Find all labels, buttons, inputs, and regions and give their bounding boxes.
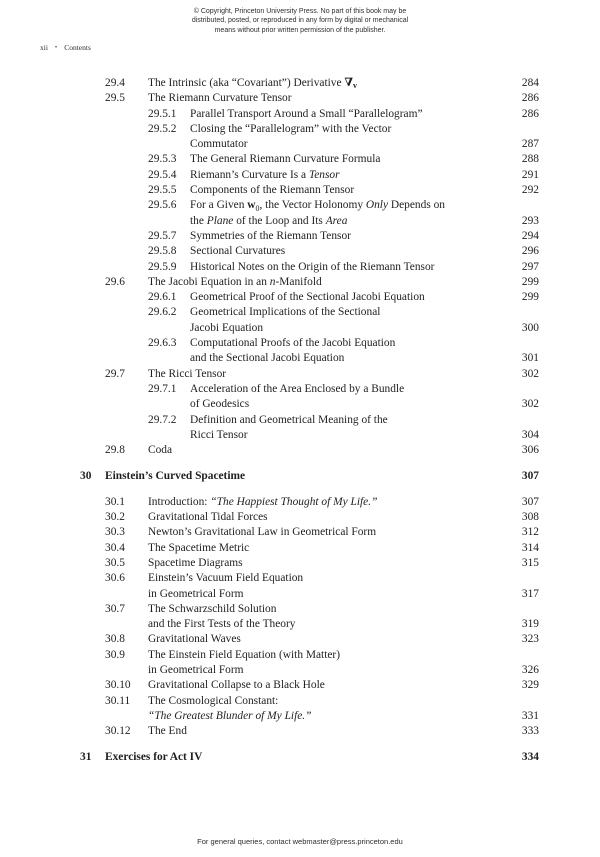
toc-entry <box>80 556 539 571</box>
toc-entry-title: The Schwarzschild Solution and the First Tests of the Theory <box>148 602 296 631</box>
toc-entry-number: 29.5.8 <box>148 245 177 258</box>
toc-entry-title: The Spacetime Metric <box>148 541 250 554</box>
toc-entry-title: Closing the “Parallelogram” with the Vector Commutator <box>190 122 392 151</box>
toc-entry-page: 319 <box>521 618 539 631</box>
toc-entry-title: Newton’s Gravitational Law in Geometrical Form <box>148 526 377 539</box>
toc-entry-number: 31 <box>80 751 92 764</box>
toc-entry-page: 287 <box>521 138 539 151</box>
toc-entry-page: 306 <box>521 444 539 457</box>
toc-entry-page: 296 <box>521 245 539 258</box>
toc-entry-number: 29.7.2 <box>148 413 177 426</box>
toc-entry-page: 301 <box>521 352 539 365</box>
toc-entry-page: 293 <box>521 214 539 227</box>
toc-entry <box>80 260 539 275</box>
toc-entry-page: 317 <box>521 587 539 600</box>
toc-entry-number: 29.5.7 <box>148 229 177 242</box>
toc-entry-number: 29.7 <box>105 367 125 380</box>
toc-entry-title: Riemann’s Curvature Is a Tensor <box>190 168 340 181</box>
toc-list <box>80 76 539 776</box>
toc-entry-page: 284 <box>521 77 539 89</box>
toc-entry <box>80 107 539 122</box>
toc-entry-number: 30.5 <box>105 556 125 569</box>
toc-entry-title: Geometrical Proof of the Sectional Jacobi Equation <box>190 291 425 304</box>
toc-entry <box>80 525 539 540</box>
toc-entry-number: 30.10 <box>105 679 131 692</box>
toc-entry <box>80 443 539 458</box>
toc-entry <box>80 290 539 305</box>
toc-entry-title: Historical Notes on the Origin of the Riemann Tensor <box>190 260 435 273</box>
toc-entry-page: 300 <box>521 321 539 334</box>
footer-text: For general queries, contact <box>197 837 293 846</box>
copyright-line: © Copyright, Princeton University Press. No part of this book may be <box>193 8 407 15</box>
toc-entry-title: Acceleration of the Area Enclosed by a Bundle of Geodesics <box>190 382 405 411</box>
toc-entry-page: 326 <box>521 663 539 676</box>
toc-entry <box>80 336 539 367</box>
toc-entry-page: 331 <box>521 709 539 722</box>
toc-entry <box>80 571 539 602</box>
toc-entry <box>80 469 539 484</box>
toc-entry <box>80 602 539 633</box>
toc-entry-number: 30.11 <box>105 694 131 707</box>
webmaster-email-link[interactable]: webmaster@press.princeton.edu <box>292 837 403 846</box>
toc-entry-number: 29.5 <box>105 92 125 105</box>
toc-entry-page: 297 <box>521 260 539 273</box>
toc-entry <box>80 305 539 336</box>
toc-entry-number: 29.6.1 <box>148 291 177 304</box>
toc-entry <box>80 122 539 153</box>
toc-entry <box>80 750 539 765</box>
toc-entry <box>80 198 539 229</box>
page-footer <box>0 837 600 846</box>
toc-entry-title: For a Given w0, the Vector Holonomy Only Depends on the Plane of the Loop and Its Area <box>190 199 445 227</box>
toc-entry-page: 333 <box>521 725 539 738</box>
toc-entry-title: The Intrinsic (aka “Covariant”) Derivative ∇v <box>148 77 357 91</box>
bullet-separator: • <box>54 44 58 51</box>
toc-entry-title: The Riemann Curvature Tensor <box>148 92 292 105</box>
toc-entry-number: 29.5.3 <box>148 153 177 166</box>
toc-entry-title: Gravitational Collapse to a Black Hole <box>148 679 325 692</box>
toc-entry-page: 302 <box>521 398 539 411</box>
toc-entry-number: 29.5.6 <box>148 199 177 212</box>
toc-entry-page: 291 <box>521 168 539 181</box>
toc-entry <box>80 678 539 693</box>
toc-entry-title: Coda <box>148 444 173 457</box>
running-header-title: Contents <box>64 43 91 52</box>
toc-entry-title: Definition and Geometrical Meaning of the Ricci Tensor <box>190 413 388 441</box>
toc-entry-title: Components of the Riemann Tensor <box>190 184 355 197</box>
toc-entry-number: 29.8 <box>105 444 125 457</box>
toc-entry-title: Einstein’s Curved Spacetime <box>105 470 246 483</box>
toc-entry <box>80 244 539 259</box>
toc-entry-page: 288 <box>521 153 539 166</box>
toc-entry <box>80 648 539 679</box>
toc-entry-title: Gravitational Tidal Forces <box>148 511 268 524</box>
toc-entry-title: Einstein’s Vacuum Field Equation in Geometrical Form <box>148 572 304 600</box>
toc-entry-number: 30.1 <box>105 495 125 508</box>
toc-entry-title: Parallel Transport Around a Small “Parallelogram” <box>190 107 423 120</box>
toc-entry-title: Introduction: “The Happiest Thought of My Life.” <box>148 495 378 508</box>
toc-entry-number: 29.5.9 <box>148 260 177 273</box>
toc-entry-page: 302 <box>521 367 539 380</box>
toc-entry-page: 304 <box>521 428 539 441</box>
toc-entry-title: The End <box>148 725 187 738</box>
toc-entry <box>80 632 539 647</box>
toc-entry-title: Exercises for Act IV <box>105 751 203 764</box>
toc-entry-title: The General Riemann Curvature Formula <box>190 153 381 166</box>
running-header <box>40 43 91 52</box>
toc-entry-title: Computational Proofs of the Jacobi Equation and the Sectional Jacobi Equation <box>190 337 396 365</box>
toc-entry <box>80 724 539 739</box>
toc-entry-number: 30.3 <box>105 526 125 539</box>
toc-entry-page: 307 <box>521 470 539 483</box>
toc-entry-title: The Cosmological Constant: “The Greatest Blunder of My Life.” <box>148 694 312 722</box>
toc-entry-number: 29.6.2 <box>148 306 177 319</box>
folio-page-number: xii <box>40 43 48 52</box>
toc-entry-page: 312 <box>521 526 539 539</box>
toc-entry-number: 30.6 <box>105 572 125 585</box>
toc-entry-page: 286 <box>521 107 539 120</box>
toc-entry-page: 329 <box>521 679 539 692</box>
toc-entry <box>80 275 539 290</box>
toc-entry <box>80 91 539 106</box>
toc-entry-number: 30.7 <box>105 602 125 615</box>
toc-entry-number: 29.6 <box>105 275 125 288</box>
toc-entry-number: 30.9 <box>105 648 125 661</box>
toc-entry-page: 308 <box>521 511 539 524</box>
toc-entry-title: The Einstein Field Equation (with Matter) in Geometrical Form <box>148 648 341 676</box>
toc-entry <box>80 367 539 382</box>
toc-entry <box>80 413 539 444</box>
toc-entry-number: 29.5.2 <box>148 122 177 135</box>
toc-entry-page: 307 <box>521 495 539 508</box>
toc-entry <box>80 76 539 91</box>
toc-entry-number: 29.4 <box>105 77 125 89</box>
toc-entry <box>80 694 539 725</box>
toc-entry-page: 299 <box>521 275 539 288</box>
toc-entry <box>80 168 539 183</box>
toc-entry-page: 299 <box>521 291 539 304</box>
toc-entry-number: 29.6.3 <box>148 337 177 350</box>
toc-entry-title: Gravitational Waves <box>148 633 241 646</box>
toc-entry-number: 30.4 <box>105 541 125 554</box>
toc-entry-number: 29.5.5 <box>148 184 177 197</box>
toc-entry <box>80 152 539 167</box>
toc-entry-page: 294 <box>521 229 539 242</box>
toc-entry-page: 315 <box>521 556 539 569</box>
toc-entry <box>80 183 539 198</box>
toc-entry-page: 286 <box>521 92 539 105</box>
copyright-line: means without prior written permission of the publisher. <box>214 26 386 34</box>
toc-entry-number: 29.5.4 <box>148 168 177 181</box>
toc-entry-number: 30.8 <box>105 633 125 646</box>
toc-entry-page: 334 <box>521 751 539 764</box>
toc-entry-page: 292 <box>521 184 539 197</box>
copyright-line: distributed, posted, or reproduced in any form by digital or mechanical <box>191 17 409 25</box>
toc-entry <box>80 229 539 244</box>
copyright-notice <box>0 7 600 35</box>
toc-entry-number: 30.12 <box>105 725 131 738</box>
toc-entry-title: The Jacobi Equation in an n-Manifold <box>148 275 322 288</box>
toc-entry-number: 29.5.1 <box>148 107 177 120</box>
toc-entry-number: 30.2 <box>105 511 125 524</box>
toc-entry <box>80 382 539 413</box>
toc-entry <box>80 510 539 525</box>
toc-entry <box>80 495 539 510</box>
toc-entry-title: Symmetries of the Riemann Tensor <box>190 229 351 242</box>
toc-entry-title: Spacetime Diagrams <box>148 556 243 569</box>
toc-entry-title: The Ricci Tensor <box>148 367 227 380</box>
toc-entry-title: Geometrical Implications of the Sectional Jacobi Equation <box>190 306 381 334</box>
toc-entry <box>80 541 539 556</box>
toc-entry-page: 314 <box>521 541 539 554</box>
toc-entry-page: 323 <box>521 633 539 646</box>
toc-entry-number: 30 <box>80 470 92 483</box>
toc-entry-number: 29.7.1 <box>148 382 177 395</box>
toc-entry-title: Sectional Curvatures <box>190 245 286 258</box>
